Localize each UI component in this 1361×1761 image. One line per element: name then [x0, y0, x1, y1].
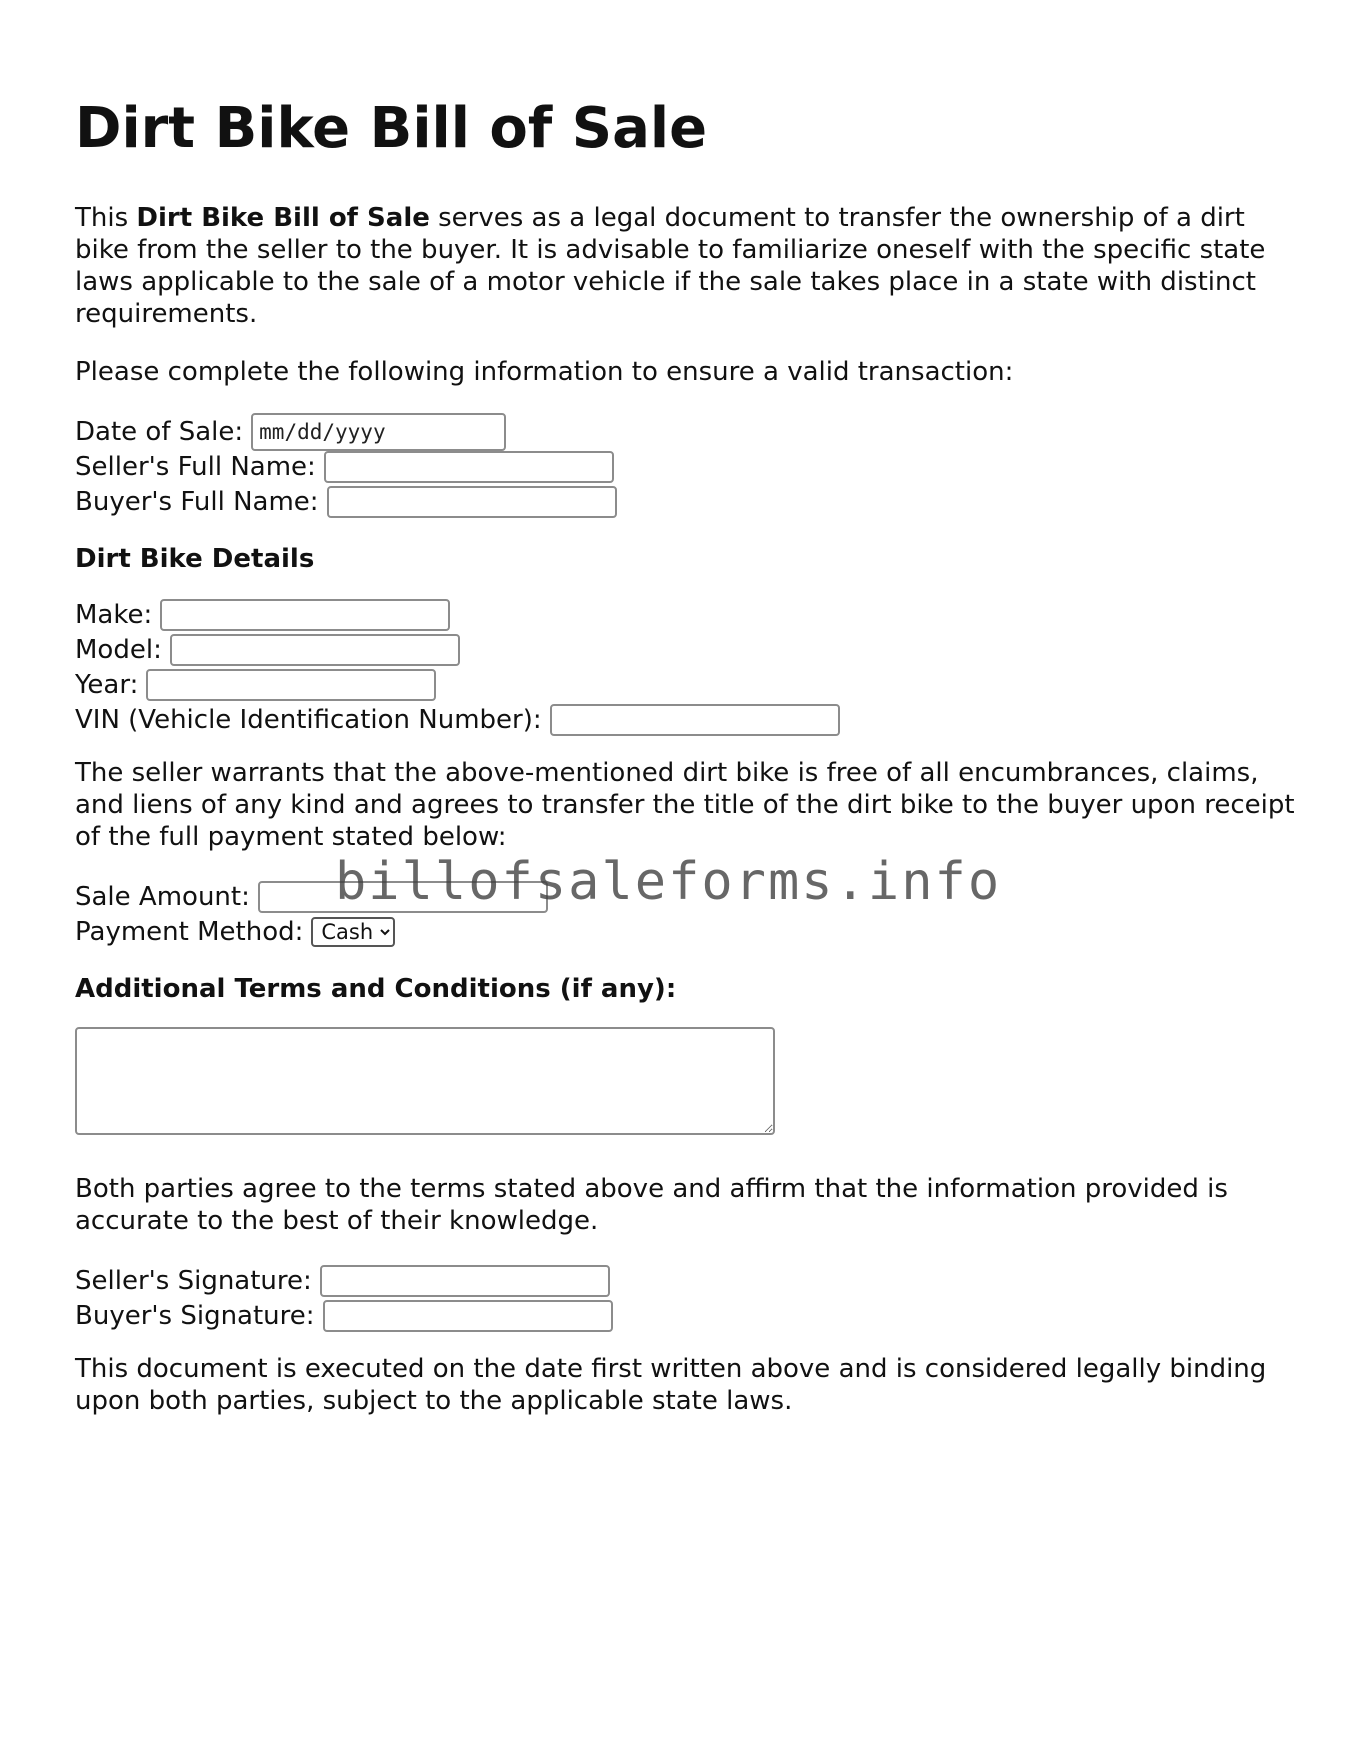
date-of-sale-input[interactable] [251, 413, 506, 451]
year-input[interactable] [146, 669, 436, 701]
warranty-text: The seller warrants that the above-mentioned dirt bike is free of all encumbrances, claims, and liens of any kind and agrees to transfer the title of the dirt bike to the buyer upon receipt of the full payment stated below: [75, 758, 1295, 852]
buyer-name-row [75, 484, 1305, 519]
additional-terms-heading: Additional Terms and Conditions (if any): [75, 974, 677, 1004]
vin-label: VIN (Vehicle Identification Number): [75, 704, 542, 735]
seller-signature-input[interactable] [320, 1265, 610, 1297]
model-label: Model: [75, 634, 162, 665]
buyer-name-input[interactable] [327, 486, 617, 518]
sale-amount-input[interactable] [258, 881, 548, 913]
date-of-sale-label: Date of Sale: [75, 416, 244, 447]
intro-paragraph [75, 202, 1305, 330]
instruction-text: Please complete the following information to ensure a valid transaction: [75, 357, 1014, 387]
seller-name-label: Seller's Full Name: [75, 451, 316, 482]
buyer-signature-row [75, 1298, 1305, 1333]
date-of-sale-row [75, 414, 1305, 449]
page-title: Dirt Bike Bill of Sale [75, 96, 708, 161]
sale-amount-label: Sale Amount: [75, 881, 250, 912]
year-row [75, 667, 1305, 702]
payment-method-label: Payment Method: [75, 916, 304, 947]
model-row [75, 632, 1305, 667]
form-page [75, 0, 1305, 1443]
seller-signature-row [75, 1263, 1305, 1298]
additional-terms-textarea[interactable] [75, 1027, 775, 1135]
watermark-text: billofsaleforms.info [335, 852, 1002, 912]
payment-method-row [75, 914, 1305, 949]
intro-suffix: serves as a legal document to transfer the ownership of a dirt bike from the seller to the buyer. It is advisable to familiarize oneself with the specific state laws applicable to the sale of a motor vehicle if the sale takes place in a state with distinct requirements. [75, 203, 1266, 329]
closing-text: This document is executed on the date first written above and is considered legally binding upon both parties, subject to the applicable state laws. [75, 1354, 1267, 1416]
vin-row [75, 702, 1305, 737]
buyer-signature-input[interactable] [323, 1300, 613, 1332]
year-label: Year: [75, 669, 139, 700]
payment-method-select[interactable] [311, 917, 395, 947]
sale-amount-row [75, 879, 1305, 914]
buyer-signature-label: Buyer's Signature: [75, 1300, 315, 1331]
agreement-text: Both parties agree to the terms stated above and affirm that the information provided is accurate to the best of their knowledge. [75, 1174, 1228, 1236]
intro-prefix: This [75, 203, 137, 233]
dirt-bike-details-heading: Dirt Bike Details [75, 544, 315, 574]
model-input[interactable] [170, 634, 460, 666]
make-label: Make: [75, 599, 153, 630]
vin-input[interactable] [550, 704, 840, 736]
seller-name-row [75, 449, 1305, 484]
make-row [75, 597, 1305, 632]
make-input[interactable] [160, 599, 450, 631]
seller-name-input[interactable] [324, 451, 614, 483]
seller-signature-label: Seller's Signature: [75, 1265, 312, 1296]
intro-bold-title: Dirt Bike Bill of Sale [136, 203, 430, 233]
buyer-name-label: Buyer's Full Name: [75, 486, 319, 517]
